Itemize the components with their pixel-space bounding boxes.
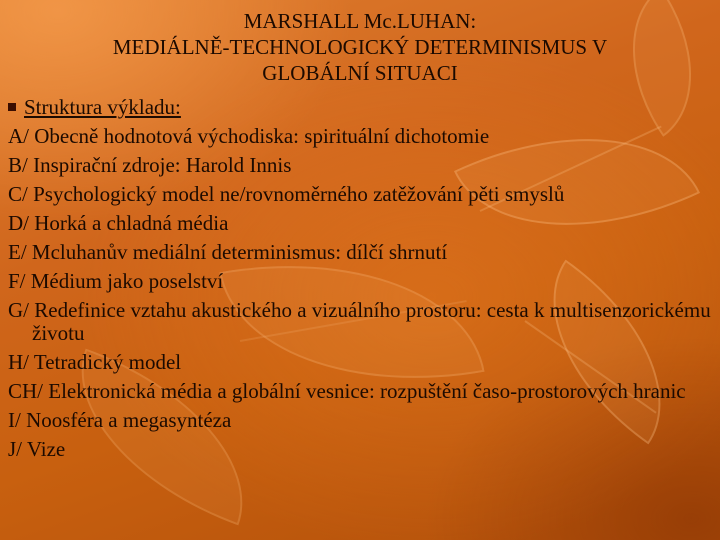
outline-item-i: I/ Noosféra a megasyntéza bbox=[8, 408, 232, 432]
outline-item-c: C/ Psychologický model ne/rovnoměrného zatěžování pěti smyslů bbox=[8, 182, 565, 206]
title-line-2: MEDIÁLNĚ-TECHNOLOGICKÝ DETERMINISMUS V bbox=[112, 35, 608, 59]
outline-item-d: D/ Horká a chladná média bbox=[8, 211, 229, 235]
outline-item-g: G/ Redefinice vztahu akustického a vizuálního prostoru: cesta k multisenzorickému životu bbox=[8, 298, 711, 345]
outline-item-b: B/ Inspirační zdroje: Harold Innis bbox=[8, 153, 292, 177]
outline-item-f: F/ Médium jako poselství bbox=[8, 269, 224, 293]
outline-list bbox=[8, 96, 714, 467]
page-title bbox=[0, 8, 720, 86]
outline-item-ch: CH/ Elektronická média a globální vesnice: rozpuštění časo-prostorových hranic bbox=[8, 379, 686, 403]
outline-item-a: A/ Obecně hodnotová východiska: spirituální dichotomie bbox=[8, 124, 490, 148]
title-line-3: GLOBÁLNÍ SITUACI bbox=[262, 61, 458, 85]
outline-item-j: J/ Vize bbox=[8, 437, 66, 461]
outline-item-e: E/ Mcluhanův mediální determinismus: dílčí shrnutí bbox=[8, 240, 448, 264]
title-line-1: MARSHALL Mc.LUHAN: bbox=[243, 9, 477, 33]
structure-heading: Struktura výkladu: bbox=[24, 95, 181, 119]
outline-item-h: H/ Tetradický model bbox=[8, 350, 182, 374]
structure-heading-row bbox=[8, 96, 714, 119]
square-bullet-icon bbox=[8, 103, 16, 111]
